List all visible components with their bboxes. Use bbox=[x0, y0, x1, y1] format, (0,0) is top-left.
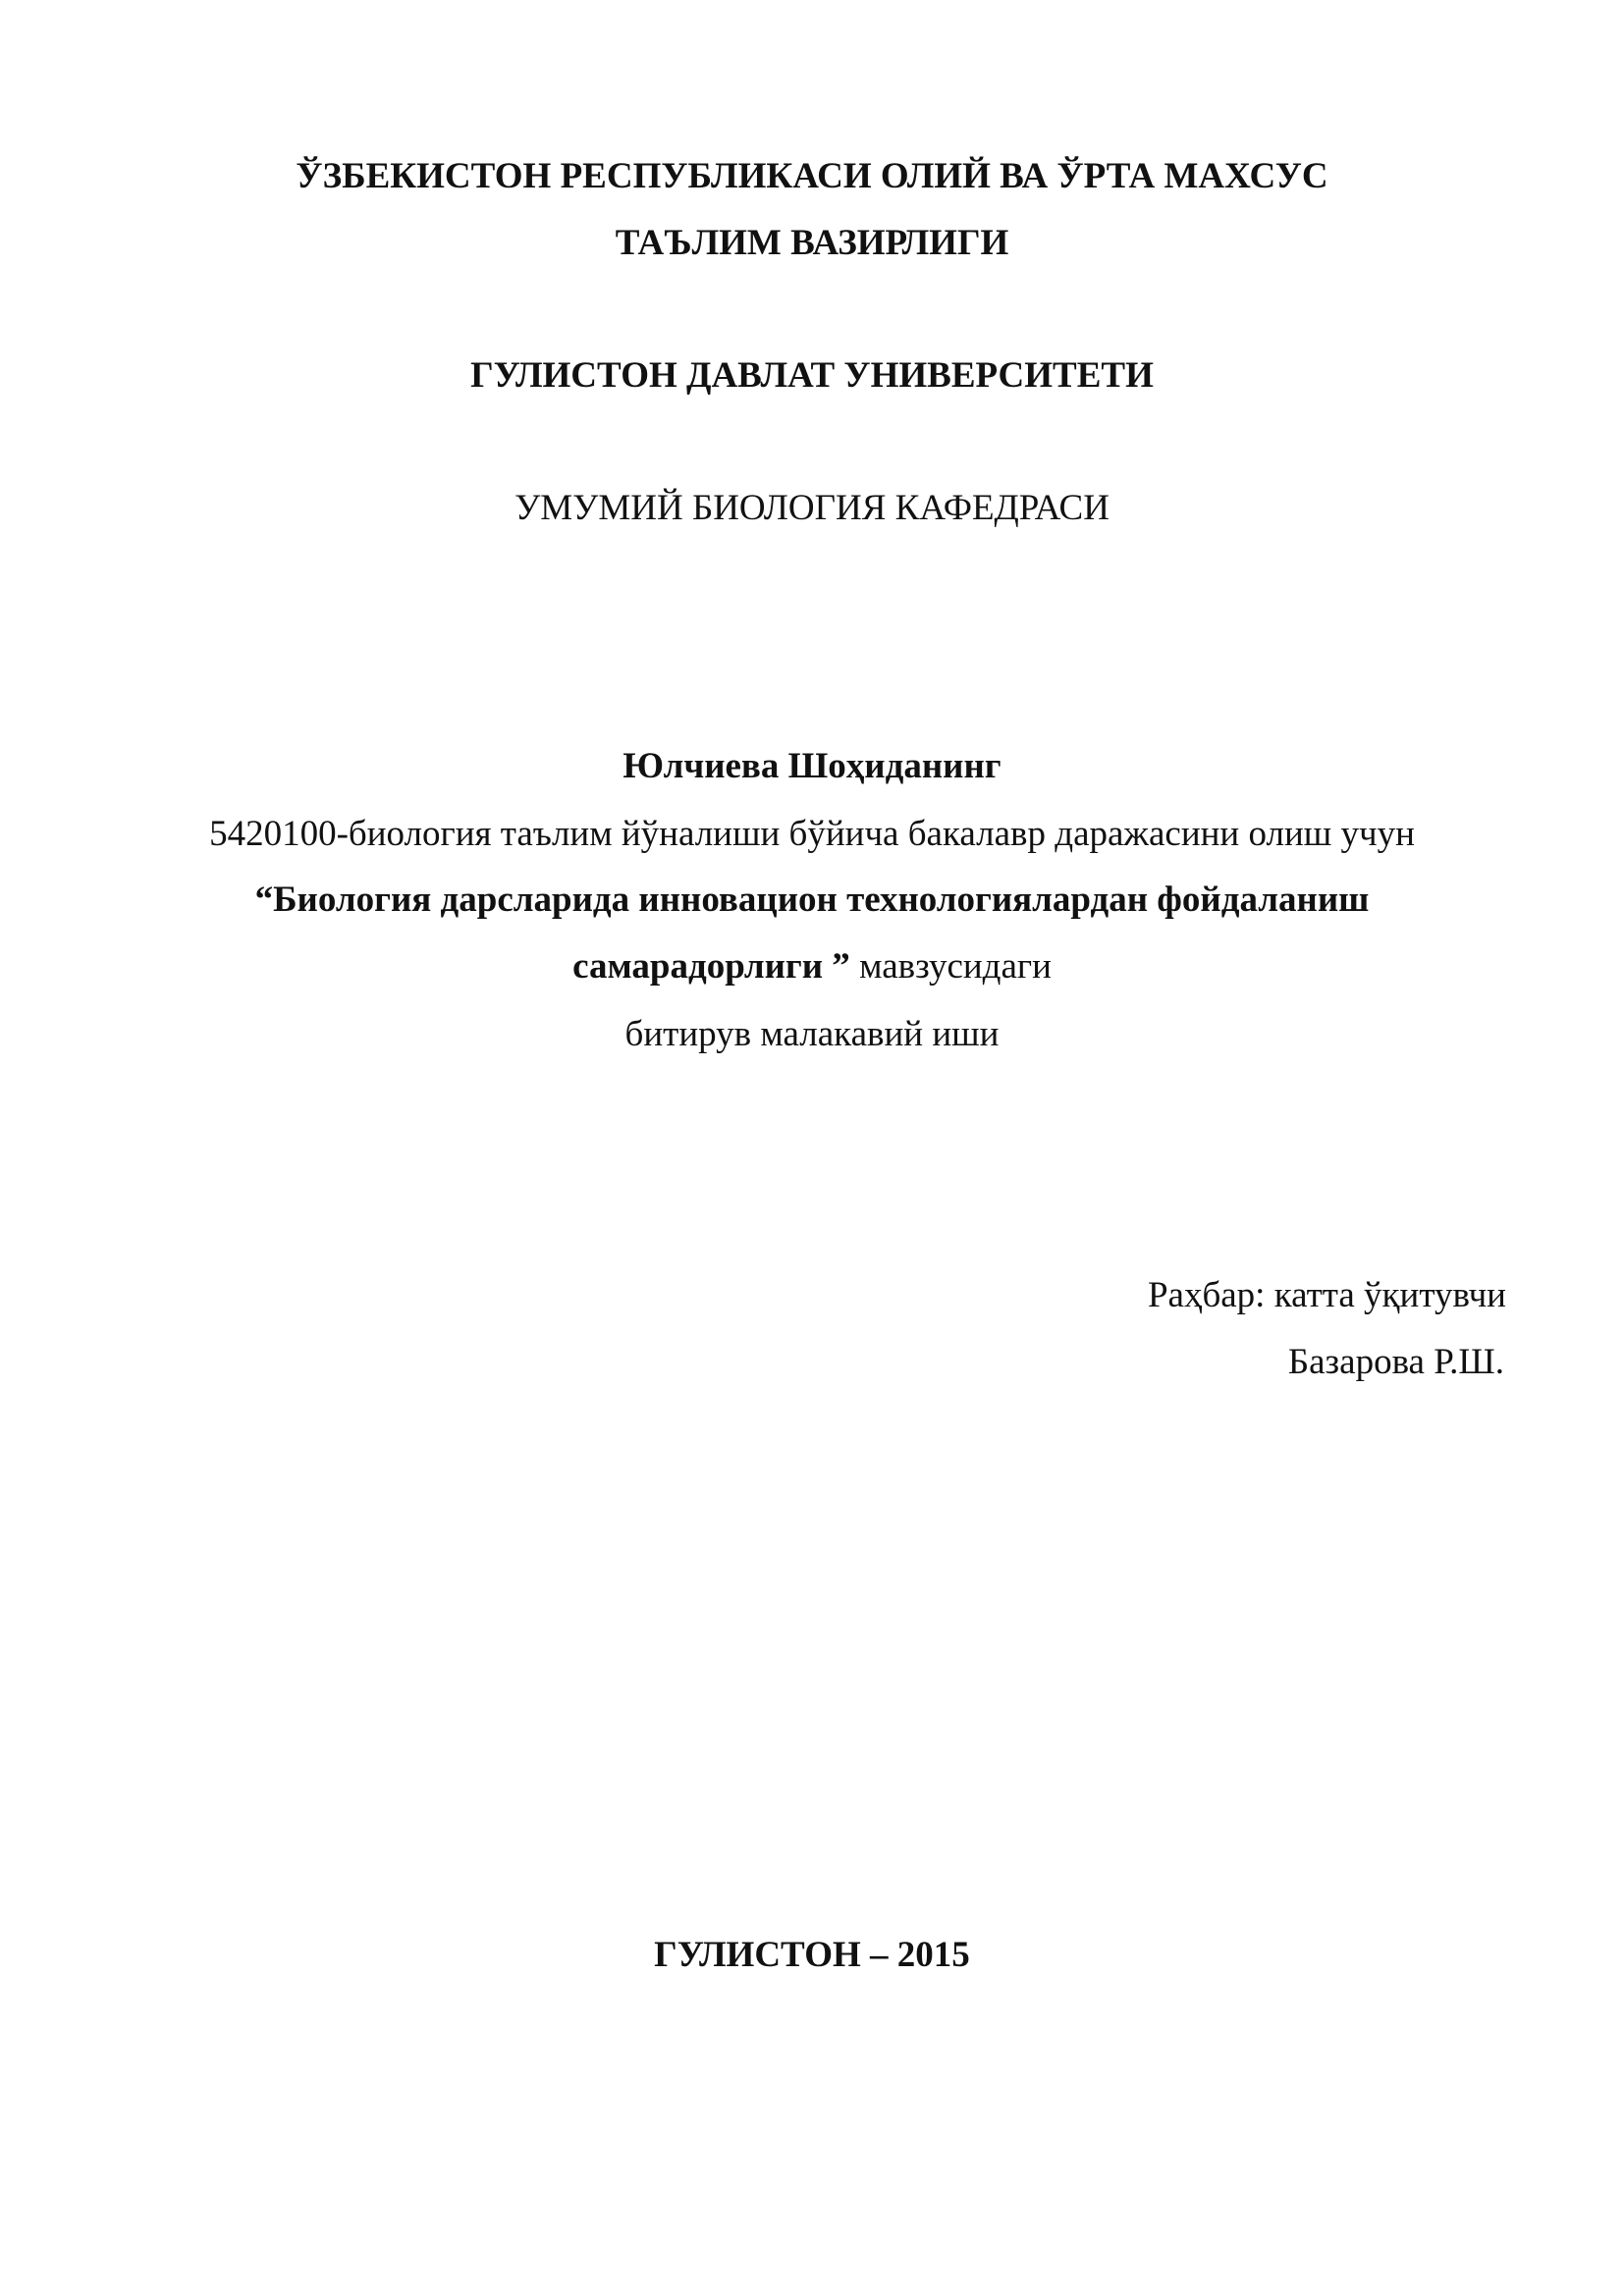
ministry-line-2: ТАЪЛИМ ВАЗИРЛИГИ bbox=[615, 223, 1009, 263]
thesis-title-bold-part: самарадорлиги ” bbox=[572, 946, 850, 987]
supervisor-name: Базарова Р.Ш. bbox=[1287, 1342, 1504, 1382]
study-direction: 5420100-биология таълим йўналиши бўйича бакалавр даражасини олиш учун bbox=[209, 814, 1415, 854]
university-name: ГУЛИСТОН ДАВЛАТ УНИВЕРСИТЕТИ bbox=[470, 355, 1154, 396]
author-name: Юлчиева Шоҳиданинг bbox=[623, 746, 1001, 786]
work-type: битирув малакавий иши bbox=[624, 1014, 1000, 1054]
thesis-title-line-1: “Биология дарсларида инновацион технологиялардан фойдаланиш bbox=[254, 880, 1370, 920]
place-year: ГУЛИСТОН – 2015 bbox=[654, 1935, 970, 1975]
ministry-line-1: ЎЗБЕКИСТОН РЕСПУБЛИКАСИ ОЛИЙ ВА ЎРТА МАХСУС bbox=[296, 156, 1328, 196]
thesis-title-line-2 bbox=[0, 943, 1624, 990]
supervisor-role: Раҳбар: катта ўқитувчи bbox=[1147, 1275, 1506, 1315]
thesis-title-topic-word: мавзусидаги bbox=[849, 946, 1052, 987]
department-name: УМУМИЙ БИОЛОГИЯ КАФЕДРАСИ bbox=[514, 488, 1110, 528]
